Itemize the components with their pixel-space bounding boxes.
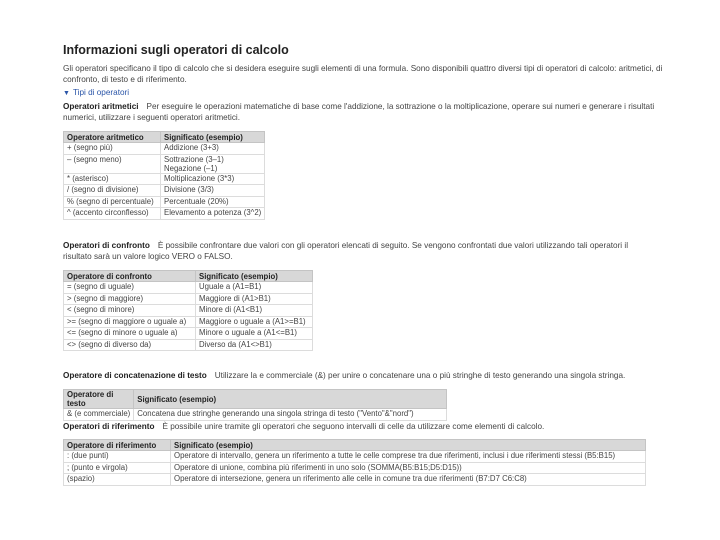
operator-cell: : (due punti) (64, 451, 171, 463)
meaning-cell: Operatore di unione, combina più riferimenti in uno solo (SOMMA(B5:B15;D5:D15)) (171, 462, 646, 474)
meaning-cell: Uguale a (A1=B1) (196, 282, 313, 294)
table-row (64, 462, 646, 474)
column-header: Operatore di riferimento (64, 440, 171, 451)
meaning-cell: Operatore di intersezione, genera un riferimento alle celle in comune tra due riferimenti (B7:D7 C6:C8) (171, 474, 646, 486)
meaning-cell: Divisione (3/3) (161, 185, 265, 197)
table-row (64, 143, 265, 155)
text-concat-description: Utilizzare la e commerciale (&) per unire o concatenare una o più stringhe di testo generando una singola stringa. (214, 371, 626, 380)
table-row (64, 282, 313, 294)
operator-cell: > (segno di maggiore) (64, 293, 196, 305)
page-title: Informazioni sugli operatori di calcolo (63, 43, 289, 57)
table-header-row (64, 390, 447, 409)
reference-heading: Operatori di riferimento (63, 422, 155, 431)
table-row (64, 305, 313, 317)
reference-description: È possibile unire tramite gli operatori che seguono intervalli di celle da utilizzare come elementi di calcolo. (162, 422, 545, 431)
operator-cell: <> (segno di diverso da) (64, 339, 196, 351)
comparison-heading: Operatori di confronto (63, 241, 150, 250)
toggle-label: Tipi di operatori (72, 88, 130, 97)
column-header: Significato (esempio) (196, 271, 313, 282)
column-header: Significato (esempio) (134, 390, 447, 409)
intro-paragraph: Gli operatori specificano il tipo di calcolo che si desidera eseguire sugli elementi di una formula. Sono disponibili quattro diversi tipi di operatori di calcolo: aritmetici, di confronto, di testo e di riferimento. (63, 64, 663, 84)
operator-cell: * (asterisco) (64, 173, 161, 185)
meaning-cell: Maggiore di (A1>B1) (196, 293, 313, 305)
table-header-row (64, 271, 313, 282)
operator-cell: (spazio) (64, 474, 171, 486)
meaning-cell: Sottrazione (3–1) Negazione (–1) (161, 154, 265, 173)
table-row (64, 328, 313, 340)
operator-cell: % (segno di percentuale) (64, 196, 161, 208)
meaning-cell: Elevamento a potenza (3^2) (161, 208, 265, 220)
comparison-section (63, 240, 643, 262)
table-row (64, 474, 646, 486)
meaning-cell: Minore di (A1<B1) (196, 305, 313, 317)
meaning-cell: Addizione (3+3) (161, 143, 265, 155)
meaning-cell: Maggiore o uguale a (A1>=B1) (196, 316, 313, 328)
operator-cell: < (segno di minore) (64, 305, 196, 317)
comparison-description: È possibile confrontare due valori con gli operatori elencati di seguito. Se vengono confrontati due valori utilizzando tali operatori il risultato sarà un valore logico VERO o FALSO. (63, 241, 629, 261)
table-row (64, 293, 313, 305)
table-row (64, 196, 265, 208)
table-row (64, 451, 646, 463)
table-header-row (64, 132, 265, 143)
operator-cell: ^ (accento circonflesso) (64, 208, 161, 220)
arithmetic-section (63, 101, 663, 123)
meaning-cell: Diverso da (A1<>B1) (196, 339, 313, 351)
table-row (64, 339, 313, 351)
operator-cell: / (segno di divisione) (64, 185, 161, 197)
meaning-cell: Operatore di intervallo, genera un riferimento a tutte le celle comprese tra due riferimenti, inclusi i due riferimenti stessi (B5:B15) (171, 451, 646, 463)
table-row (64, 208, 265, 220)
operator-cell: & (e commerciale) (64, 409, 134, 421)
operator-cell: <= (segno di minore o uguale a) (64, 328, 196, 340)
column-header: Operatore di testo (64, 390, 134, 409)
reference-table (63, 439, 646, 486)
meaning-cell: Minore o uguale a (A1<=B1) (196, 328, 313, 340)
operator-cell: >= (segno di maggiore o uguale a) (64, 316, 196, 328)
meaning-cell: Percentuale (20%) (161, 196, 265, 208)
column-header: Operatore di confronto (64, 271, 196, 282)
meaning-cell: Concatena due stringhe generando una singola stringa di testo ("Vento"&"nord") (134, 409, 447, 421)
triangle-down-icon: ▼ (63, 90, 70, 97)
operator-cell: – (segno meno) (64, 154, 161, 173)
operator-cell: = (segno di uguale) (64, 282, 196, 294)
arithmetic-heading: Operatori aritmetici (63, 102, 139, 111)
table-row (64, 316, 313, 328)
table-row (64, 154, 265, 173)
table-header-row (64, 440, 646, 451)
operator-cell: + (segno più) (64, 143, 161, 155)
arithmetic-table (63, 131, 265, 220)
table-row (64, 173, 265, 185)
column-header: Significato (esempio) (161, 132, 265, 143)
operator-types-toggle[interactable] (63, 88, 129, 97)
table-row (64, 185, 265, 197)
comparison-table (63, 270, 313, 351)
text-concat-heading: Operatore di concatenazione di testo (63, 371, 207, 380)
column-header: Significato (esempio) (171, 440, 646, 451)
arithmetic-description: Per eseguire le operazioni matematiche di base come l'addizione, la sottrazione o la moltiplicazione, operare sui numeri e generare i risultati numerici, utilizzare i seguenti operatori aritmetici. (63, 102, 655, 122)
text-operator-table (63, 389, 447, 421)
operator-cell: ; (punto e virgola) (64, 462, 171, 474)
text-concat-section (63, 370, 663, 381)
table-row (64, 409, 447, 421)
meaning-cell: Moltiplicazione (3*3) (161, 173, 265, 185)
column-header: Operatore aritmetico (64, 132, 161, 143)
reference-section (63, 421, 663, 432)
